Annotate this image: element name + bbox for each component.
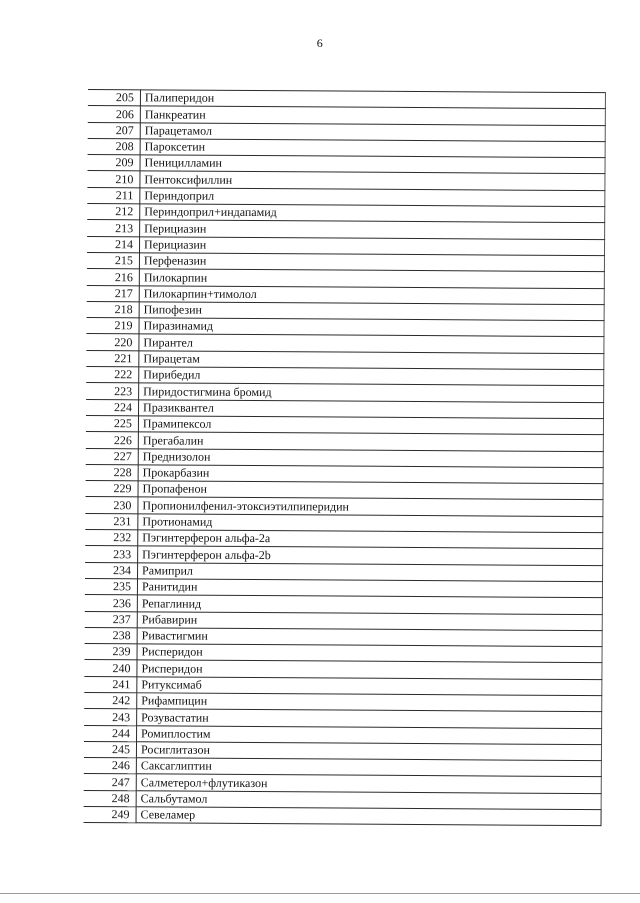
drug-name: Пипофезин [139,302,604,321]
row-number: 228 [86,464,138,481]
drug-name: Пиразинамид [139,318,604,337]
drug-name: Рибавирин [137,611,602,630]
row-number: 211 [88,187,140,204]
row-number: 215 [87,252,139,269]
row-number: 229 [86,481,138,498]
drug-name: Парацетамол [140,122,605,141]
drug-name: Ритуксимаб [137,676,602,695]
row-number: 207 [88,122,140,139]
row-number: 249 [84,807,136,824]
row-number: 237 [85,611,137,628]
drug-name: Рамиприл [138,562,603,581]
row-number: 231 [86,513,138,530]
drug-name: Пеницилламин [140,155,605,174]
row-number: 224 [87,399,139,416]
row-number: 240 [85,660,137,677]
drug-name: Пароксетин [140,139,605,158]
drug-name: Пилокарпин [139,269,604,288]
drug-name: Протионамид [138,514,603,533]
drug-name: Прокарбазин [138,465,603,484]
row-number: 241 [85,676,137,693]
row-number: 245 [84,741,136,758]
drug-name: Панкреатин [140,106,605,125]
row-number: 235 [85,578,137,595]
row-number: 220 [87,334,139,351]
drug-list-table [84,89,606,827]
row-number: 243 [85,709,137,726]
drug-name: Перициазин [140,220,605,239]
drug-name: Пропафенон [138,481,603,500]
row-number: 230 [86,497,138,514]
table-row [84,807,601,826]
drug-name: Розувастатин [137,709,602,728]
row-number: 238 [85,627,137,644]
drug-name: Пэгинтерферон альфа-2b [138,546,603,565]
drug-list-body [84,90,605,827]
drug-name: Рисперидон [137,660,602,679]
drug-name: Пропионилфенил-этоксиэтилпиперидин [138,497,603,516]
drug-name: Репаглинид [137,595,602,614]
drug-name: Перфеназин [139,253,604,272]
row-number: 233 [86,546,138,563]
drug-name: Рисперидон [137,644,602,663]
page-number: 6 [316,36,324,50]
drug-name: Палиперидон [140,90,605,109]
row-number: 232 [86,530,138,547]
drug-name: Ривастигмин [137,628,602,647]
row-number: 208 [88,138,140,155]
drug-name: Прамипексол [138,416,603,435]
drug-name: Пирантел [139,334,604,353]
row-number: 234 [86,562,138,579]
row-number: 219 [87,318,139,335]
row-number: 217 [87,285,139,302]
row-number: 242 [85,692,137,709]
row-number: 239 [85,644,137,661]
row-number: 225 [86,415,138,432]
drug-name: Пэгинтерферон альфа-2а [138,530,603,549]
page-bottom-edge [0,893,640,894]
row-number: 222 [87,367,139,384]
row-number: 246 [84,758,136,775]
drug-name: Прегабалин [138,432,603,451]
drug-name: Рифампицин [137,693,602,712]
row-number: 212 [88,204,140,221]
drug-name: Пирацетам [139,351,604,370]
row-number: 214 [88,236,140,253]
row-number: 210 [88,171,140,188]
row-number: 218 [87,301,139,318]
drug-name: Росиглитазон [136,742,601,761]
drug-name: Пентоксифиллин [140,171,605,190]
drug-name: Перициазин [140,236,605,255]
row-number: 248 [84,790,136,807]
drug-name: Пилокарпин+тимолол [139,285,604,304]
row-number: 244 [85,725,137,742]
row-number: 226 [86,432,138,449]
drug-name: Периндоприл [140,188,605,207]
row-number: 236 [85,595,137,612]
drug-name: Сальбутамол [136,791,601,810]
row-number: 223 [87,383,139,400]
drug-name: Преднизолон [138,448,603,467]
drug-name: Пирибедил [139,367,604,386]
drug-name: Пиридостигмина бромид [139,383,604,402]
drug-name: Празиквантел [139,399,604,418]
drug-name: Севеламер [136,807,601,826]
row-number: 209 [88,155,140,172]
drug-name: Салметерол+флутиказон [136,774,601,793]
row-number: 227 [86,448,138,465]
row-number: 247 [84,774,136,791]
row-number: 206 [88,106,140,123]
drug-name: Ранитидин [137,579,602,598]
row-number: 205 [88,90,140,107]
row-number: 213 [88,220,140,237]
row-number: 216 [87,269,139,286]
row-number: 221 [87,350,139,367]
drug-name: Ромиплостим [137,725,602,744]
drug-name: Саксаглиптин [136,758,601,777]
drug-name: Периндоприл+индапамид [140,204,605,223]
